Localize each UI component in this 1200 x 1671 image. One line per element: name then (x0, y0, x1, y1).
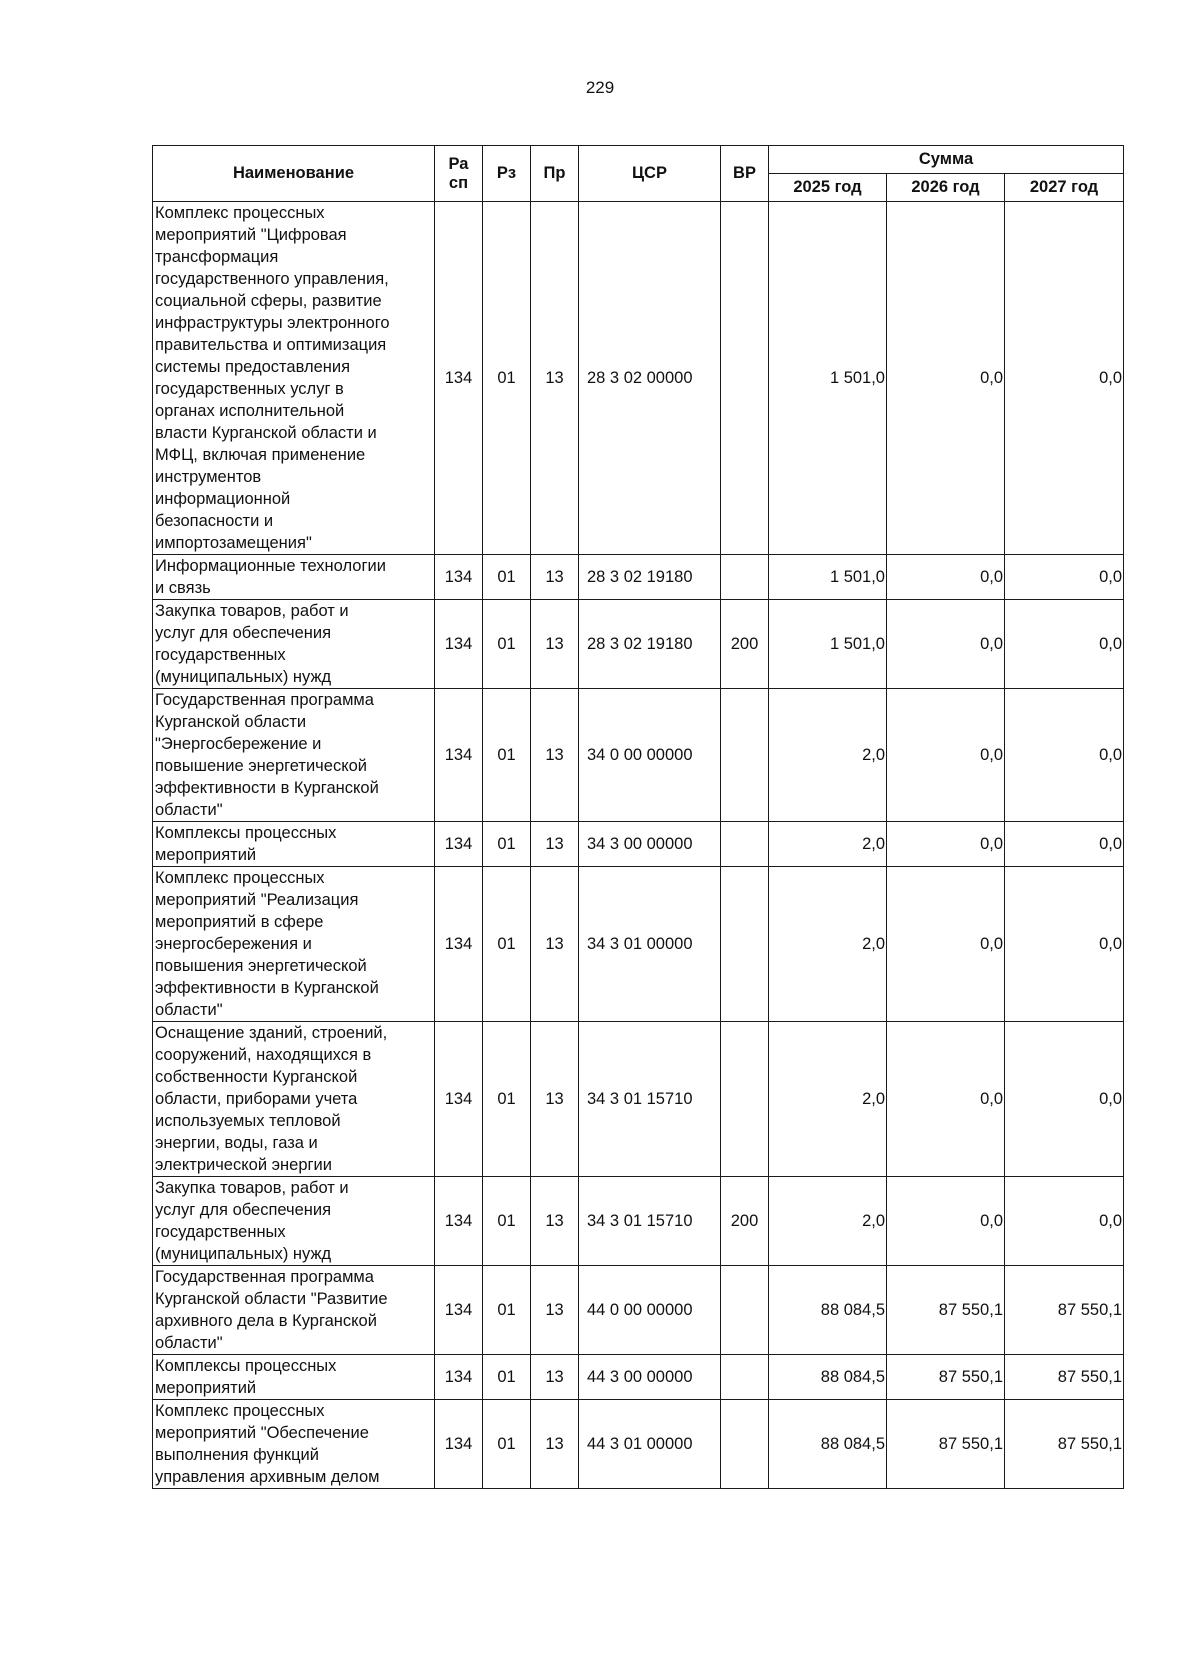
row-name-line: инфраструктуры электронного (155, 314, 390, 332)
row-name-line: Курганской области "Развитие (155, 1290, 388, 1308)
row-pr: 13 (531, 867, 579, 1022)
row-sum-2027: 0,0 (1005, 822, 1124, 867)
row-name (153, 555, 435, 600)
row-rz: 01 (483, 689, 531, 822)
row-pr: 13 (531, 202, 579, 555)
row-sum-2025: 1 501,0 (769, 202, 887, 555)
row-sum-2027: 87 550,1 (1005, 1400, 1124, 1489)
row-sum-2026: 87 550,1 (887, 1355, 1005, 1400)
row-sum-2025: 1 501,0 (769, 555, 887, 600)
row-name-line: услуг для обеспечения (155, 1201, 332, 1219)
row-sum-2026: 0,0 (887, 689, 1005, 822)
row-rz: 01 (483, 1400, 531, 1489)
row-name-line: "Энергосбережение и (155, 735, 322, 753)
row-name-line: трансформация (155, 248, 279, 266)
header-rasp (435, 146, 483, 202)
row-name-line: эффективности в Курганской (155, 779, 379, 797)
row-name-line: мероприятий в сфере (155, 913, 324, 931)
header-csr: ЦСР (579, 146, 721, 202)
row-name (153, 1355, 435, 1400)
table-row (153, 822, 1124, 867)
row-csr: 34 3 00 00000 (579, 822, 721, 867)
row-name (153, 822, 435, 867)
row-sum-2027: 0,0 (1005, 555, 1124, 600)
header-vr: ВР (721, 146, 769, 202)
header-2026: 2026 год (887, 174, 1005, 202)
row-name-line: Государственная программа (155, 1268, 374, 1286)
header-rasp-line1: Ра (448, 154, 469, 173)
row-csr: 28 3 02 19180 (579, 600, 721, 689)
row-pr: 13 (531, 822, 579, 867)
row-sum-2027: 0,0 (1005, 689, 1124, 822)
row-pr: 13 (531, 600, 579, 689)
row-name-line: безопасности и (155, 512, 274, 530)
row-name-line: области" (155, 801, 223, 819)
row-sum-2027: 0,0 (1005, 1177, 1124, 1266)
header-pr: Пр (531, 146, 579, 202)
row-csr: 44 0 00 00000 (579, 1266, 721, 1355)
row-sum-2026: 0,0 (887, 1022, 1005, 1177)
row-rasp: 134 (435, 1022, 483, 1177)
row-vr (721, 689, 769, 822)
row-rz: 01 (483, 1177, 531, 1266)
row-csr: 44 3 00 00000 (579, 1355, 721, 1400)
row-vr (721, 1355, 769, 1400)
row-name-line: энергии, воды, газа и (155, 1134, 318, 1152)
row-sum-2026: 0,0 (887, 867, 1005, 1022)
row-name-line: энергосбережения и (155, 935, 312, 953)
row-rasp: 134 (435, 1266, 483, 1355)
row-csr: 34 3 01 15710 (579, 1022, 721, 1177)
row-name-line: архивного дела в Курганской (155, 1312, 377, 1330)
row-name-line: области" (155, 1001, 223, 1019)
row-name-line: государственных (155, 646, 286, 664)
row-name-line: органах исполнительной (155, 402, 345, 420)
row-csr: 44 3 01 00000 (579, 1400, 721, 1489)
row-name-line: области" (155, 1334, 223, 1352)
table-body (153, 202, 1124, 1489)
row-vr (721, 555, 769, 600)
row-name-line: мероприятий (155, 1379, 257, 1397)
row-sum-2027: 0,0 (1005, 1022, 1124, 1177)
row-rz: 01 (483, 1355, 531, 1400)
row-pr: 13 (531, 1400, 579, 1489)
row-name-line: МФЦ, включая применение (155, 446, 366, 464)
row-rasp: 134 (435, 867, 483, 1022)
row-pr: 13 (531, 1022, 579, 1177)
row-rasp: 134 (435, 1400, 483, 1489)
table-header (153, 146, 1124, 202)
row-sum-2026: 0,0 (887, 1177, 1005, 1266)
row-pr: 13 (531, 1177, 579, 1266)
row-name-line: Комплекс процессных (155, 869, 325, 887)
table-row (153, 1355, 1124, 1400)
row-name-line: мероприятий "Реализация (155, 891, 359, 909)
table-row (153, 689, 1124, 822)
row-name-line: Закупка товаров, работ и (155, 1179, 349, 1197)
header-name: Наименование (153, 146, 435, 202)
row-sum-2027: 0,0 (1005, 867, 1124, 1022)
row-sum-2025: 2,0 (769, 822, 887, 867)
row-rz: 01 (483, 1022, 531, 1177)
row-name (153, 600, 435, 689)
row-name-line: государственного управления, (155, 270, 389, 288)
row-rz: 01 (483, 867, 531, 1022)
row-vr (721, 1266, 769, 1355)
budget-table (152, 145, 1124, 1489)
row-sum-2026: 0,0 (887, 202, 1005, 555)
table-row (153, 1400, 1124, 1489)
table-row (153, 1266, 1124, 1355)
row-name-line: Информационные технологии (155, 557, 386, 575)
row-pr: 13 (531, 555, 579, 600)
row-name-line: Закупка товаров, работ и (155, 602, 349, 620)
row-pr: 13 (531, 1355, 579, 1400)
row-name-line: системы предоставления (155, 358, 351, 376)
table-row (153, 555, 1124, 600)
row-name-line: власти Курганской области и (155, 424, 377, 442)
page-number: 229 (585, 78, 615, 97)
header-2025: 2025 год (769, 174, 887, 202)
row-csr: 28 3 02 19180 (579, 555, 721, 600)
row-name (153, 689, 435, 822)
row-vr (721, 1022, 769, 1177)
row-name-line: и связь (155, 579, 211, 597)
row-rasp: 134 (435, 822, 483, 867)
table-row (153, 1177, 1124, 1266)
row-sum-2025: 2,0 (769, 1177, 887, 1266)
table-row (153, 1022, 1124, 1177)
row-sum-2025: 2,0 (769, 867, 887, 1022)
row-rz: 01 (483, 202, 531, 555)
row-sum-2025: 2,0 (769, 1022, 887, 1177)
header-rz: Рз (483, 146, 531, 202)
row-vr (721, 867, 769, 1022)
row-sum-2026: 0,0 (887, 555, 1005, 600)
row-name-line: используемых тепловой (155, 1112, 341, 1130)
row-name-line: (муниципальных) нужд (155, 668, 332, 686)
row-name-line: мероприятий "Цифровая (155, 226, 347, 244)
row-vr (721, 202, 769, 555)
row-name-line: мероприятий "Обеспечение (155, 1424, 369, 1442)
row-rz: 01 (483, 600, 531, 689)
row-name-line: государственных (155, 1223, 286, 1241)
row-name-line: эффективности в Курганской (155, 979, 379, 997)
row-rasp: 134 (435, 1177, 483, 1266)
row-name (153, 1400, 435, 1489)
row-sum-2025: 88 084,5 (769, 1266, 887, 1355)
row-sum-2027: 0,0 (1005, 202, 1124, 555)
row-name-line: электрической энергии (155, 1156, 332, 1174)
row-csr: 28 3 02 00000 (579, 202, 721, 555)
row-name-line: информационной (155, 490, 291, 508)
row-name-line: управления архивным делом (155, 1468, 380, 1486)
row-name-line: Государственная программа (155, 691, 374, 709)
row-pr: 13 (531, 689, 579, 822)
row-pr: 13 (531, 1266, 579, 1355)
row-name-line: правительства и оптимизация (155, 336, 387, 354)
row-name-line: импортозамещения" (155, 534, 312, 552)
row-name-line: Курганской области (155, 713, 307, 731)
header-rasp-line2: сп (448, 173, 469, 192)
row-name-line: мероприятий (155, 846, 257, 864)
header-sum: Сумма (769, 146, 1124, 174)
row-name (153, 1266, 435, 1355)
row-vr (721, 1400, 769, 1489)
row-rasp: 134 (435, 600, 483, 689)
row-name-line: Комплексы процессных (155, 1357, 337, 1375)
row-rasp: 134 (435, 689, 483, 822)
row-sum-2026: 0,0 (887, 600, 1005, 689)
row-name (153, 1177, 435, 1266)
row-rasp: 134 (435, 1355, 483, 1400)
row-sum-2026: 87 550,1 (887, 1400, 1005, 1489)
row-sum-2027: 87 550,1 (1005, 1266, 1124, 1355)
row-name (153, 202, 435, 555)
row-name-line: Оснащение зданий, строений, (155, 1024, 388, 1042)
table-row (153, 202, 1124, 555)
row-csr: 34 3 01 00000 (579, 867, 721, 1022)
table-row (153, 867, 1124, 1022)
row-sum-2026: 87 550,1 (887, 1266, 1005, 1355)
row-name-line: повышение энергетической (155, 757, 368, 775)
table-row (153, 600, 1124, 689)
row-name-line: Комплексы процессных (155, 824, 337, 842)
row-vr (721, 822, 769, 867)
row-vr: 200 (721, 1177, 769, 1266)
row-sum-2027: 0,0 (1005, 600, 1124, 689)
row-name-line: выполнения функций (155, 1446, 319, 1464)
row-rz: 01 (483, 555, 531, 600)
row-sum-2027: 87 550,1 (1005, 1355, 1124, 1400)
row-name-line: инструментов (155, 468, 262, 486)
row-sum-2025: 2,0 (769, 689, 887, 822)
row-name-line: области, приборами учета (155, 1090, 358, 1108)
row-sum-2025: 1 501,0 (769, 600, 887, 689)
row-rasp: 134 (435, 202, 483, 555)
row-name-line: собственности Курганской (155, 1068, 358, 1086)
row-name (153, 867, 435, 1022)
row-rz: 01 (483, 1266, 531, 1355)
row-name-line: повышения энергетической (155, 957, 367, 975)
row-vr: 200 (721, 600, 769, 689)
row-rasp: 134 (435, 555, 483, 600)
row-name (153, 1022, 435, 1177)
row-name-line: услуг для обеспечения (155, 624, 332, 642)
row-name-line: сооружений, находящихся в (155, 1046, 372, 1064)
row-name-line: Комплекс процессных (155, 1402, 325, 1420)
row-csr: 34 3 01 15710 (579, 1177, 721, 1266)
row-name-line: Комплекс процессных (155, 204, 325, 222)
row-name-line: (муниципальных) нужд (155, 1245, 332, 1263)
row-sum-2025: 88 084,5 (769, 1400, 887, 1489)
header-2027: 2027 год (1005, 174, 1124, 202)
row-csr: 34 0 00 00000 (579, 689, 721, 822)
row-sum-2026: 0,0 (887, 822, 1005, 867)
row-name-line: государственных услуг в (155, 380, 344, 398)
row-name-line: социальной сферы, развитие (155, 292, 382, 310)
row-rz: 01 (483, 822, 531, 867)
row-sum-2025: 88 084,5 (769, 1355, 887, 1400)
